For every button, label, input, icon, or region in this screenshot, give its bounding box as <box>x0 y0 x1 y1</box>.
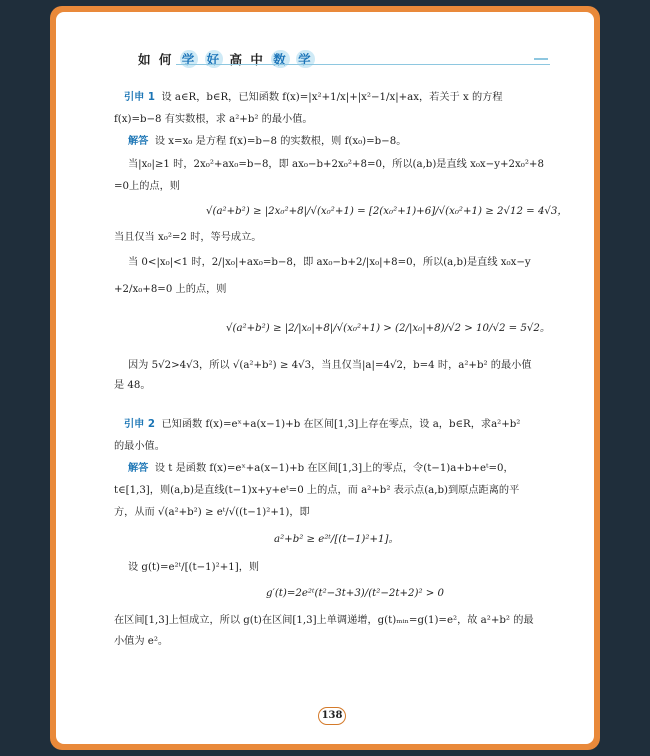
solution-2-line: 方，从而 √(a²+b²) ≥ eᵗ/√((t−1)²+1)，即 <box>114 507 310 518</box>
solution-2-line: 在区间[1,3]上恒成立，所以 g(t)在区间[1,3]上单调递增，g(t)ₘᵢₙ=g(1)=e²，故 a²+b² 的最 <box>114 615 534 626</box>
solution-1-formula: √(a²+b²) ≥ |2x₀²+8|/√(x₀²+1) = [2(x₀²+1)+6]/√(x₀²+1) ≥ 2√12 = 4√3， <box>206 206 568 217</box>
solution-2-formula: g′(t)=2e²ᵗ(t²−3t+3)/(t²−2t+2)² > 0 <box>266 588 445 599</box>
solution-2-line <box>128 462 514 476</box>
extension-1-line <box>124 91 503 105</box>
extension-2-line <box>124 418 520 432</box>
page-number: 138 <box>318 707 346 725</box>
header-rule <box>176 64 550 65</box>
extension-2-text: 已知函数 f(x)=eˣ+a(x−1)+b 在区间[1,3]上存在零点，设 a，b∈R，求a²+b² <box>161 419 521 430</box>
book-title <box>138 50 315 68</box>
title-char: 中 <box>250 52 265 67</box>
extension-2-line: 的最小值。 <box>114 441 165 452</box>
book-page <box>56 12 594 744</box>
extension-1-line: f(x)=b−8 有实数根，求 a²+b² 的最小值。 <box>114 114 313 125</box>
solution-1-line: +2/x₀+8=0 上的点，则 <box>114 284 227 295</box>
solution-1-line: =0上的点，则 <box>114 181 180 192</box>
solution-2-line: t∈[1,3]，则(a,b)是直线(t−1)x+y+eᵗ=0 上的点，而 a²+b² 表示点(a,b)到原点距离的平 <box>114 485 520 496</box>
solution-1-line: 当且仅当 x₀²=2 时，等号成立。 <box>114 232 262 243</box>
solution-1-line: 是 48。 <box>114 380 151 391</box>
solution-1-tag: 解答 <box>128 136 149 147</box>
title-char: 何 <box>158 52 174 67</box>
solution-1-line: 因为 5√2>4√3，所以 √(a²+b²) ≥ 4√3，当且仅当|a|=4√2，b=4 时，a²+b² 的最小值 <box>128 360 532 371</box>
solution-1-line <box>128 135 406 149</box>
header-mark <box>534 58 548 60</box>
page-header <box>104 48 550 72</box>
solution-2-text: 设 t 是函数 f(x)=eˣ+a(x−1)+b 在区间[1,3]上的零点，令(t−1)a+b+eᵗ=0， <box>154 463 514 474</box>
title-char-highlight: 好 <box>206 52 222 67</box>
solution-1-line: 当|x₀|≥1 时，2x₀²+ax₀=b−8，即 ax₀−b+2x₀²+8=0，所以(a,b)是直线 x₀x−y+2x₀²+8 <box>128 159 544 170</box>
title-char: 如 <box>138 52 153 67</box>
solution-2-tag: 解答 <box>128 463 149 474</box>
extension-1-tag: 引申 1 <box>124 92 156 103</box>
title-char-highlight: 学 <box>181 52 197 67</box>
solution-1-text: 设 x=x₀ 是方程 f(x)=b−8 的实数根，则 f(x₀)=b−8。 <box>154 136 407 147</box>
extension-1-text: 设 a∈R，b∈R，已知函数 f(x)=|x²+1/x|+|x²−1/x|+ax，若关于 x 的方程 <box>161 92 503 103</box>
solution-2-line: 小值为 e²。 <box>114 636 169 647</box>
title-char: 高 <box>229 52 245 67</box>
title-char-highlight: 学 <box>298 52 313 67</box>
solution-2-formula: a²+b² ≥ e²ᵗ/[(t−1)²+1]。 <box>274 534 399 545</box>
title-char-highlight: 数 <box>273 52 288 67</box>
solution-1-formula: √(a²+b²) ≥ |2/|x₀|+8|/√(x₀²+1) > (2/|x₀|+8)/√2 > 10/√2 = 5√2。 <box>226 323 551 334</box>
extension-2-tag: 引申 2 <box>124 419 156 430</box>
solution-2-line: 设 g(t)=e²ᵗ/[(t−1)²+1]，则 <box>128 562 260 573</box>
solution-1-line: 当 0<|x₀|<1 时，2/|x₀|+ax₀=b−8，即 ax₀−b+2/|x₀|+8=0，所以(a,b)是直线 x₀x−y <box>128 257 531 268</box>
